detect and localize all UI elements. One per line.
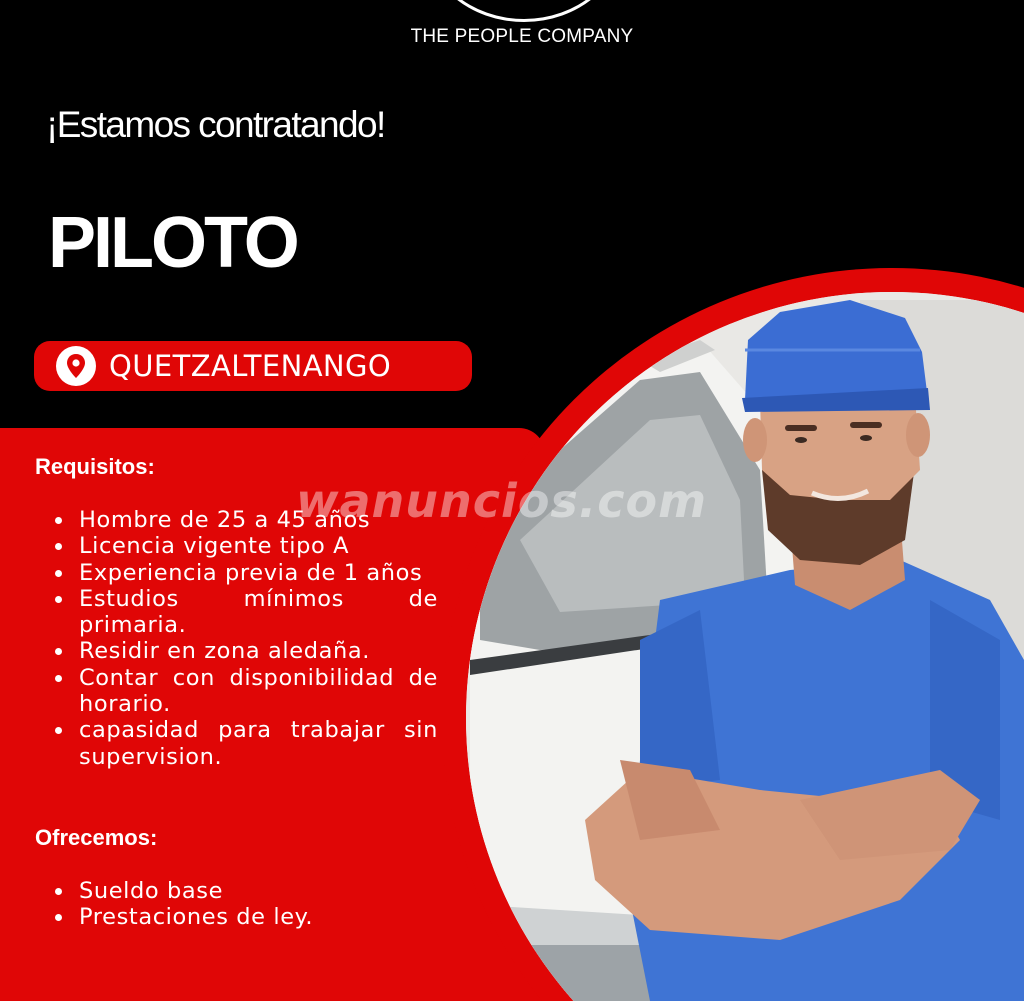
watermark-text: wanuncios.com bbox=[296, 474, 708, 528]
list-item: Experiencia previa de 1 años bbox=[48, 560, 438, 586]
location-badge bbox=[34, 341, 472, 391]
list-item: Residir en zona aledaña. bbox=[48, 638, 438, 664]
list-item: Hombre de 25 a 45 años bbox=[48, 507, 438, 533]
driver-photo bbox=[466, 292, 1024, 1001]
location-pin-icon bbox=[56, 346, 96, 386]
list-item: capasidad para trabajar sin supervision. bbox=[48, 717, 438, 770]
requirements-heading: Requisitos: bbox=[35, 454, 155, 479]
brand-name: THE PEOPLE COMPANY bbox=[410, 26, 634, 47]
list-item: Prestaciones de ley. bbox=[48, 904, 438, 930]
job-title: PILOTO bbox=[48, 203, 297, 283]
offers-list bbox=[48, 878, 438, 931]
headline: ¡Estamos contratando! bbox=[46, 104, 385, 145]
list-item: Licencia vigente tipo A bbox=[48, 533, 438, 559]
list-item: Sueldo base bbox=[48, 878, 438, 904]
list-item: Contar con disponibilidad de horario. bbox=[48, 665, 438, 718]
brand-logo-arc bbox=[424, 0, 624, 22]
requirements-list bbox=[48, 507, 438, 770]
offers-heading: Ofrecemos: bbox=[35, 825, 158, 850]
list-item: Estudios mínimos de primaria. bbox=[48, 586, 438, 639]
location-text: QUETZALTENANGO bbox=[109, 349, 392, 383]
